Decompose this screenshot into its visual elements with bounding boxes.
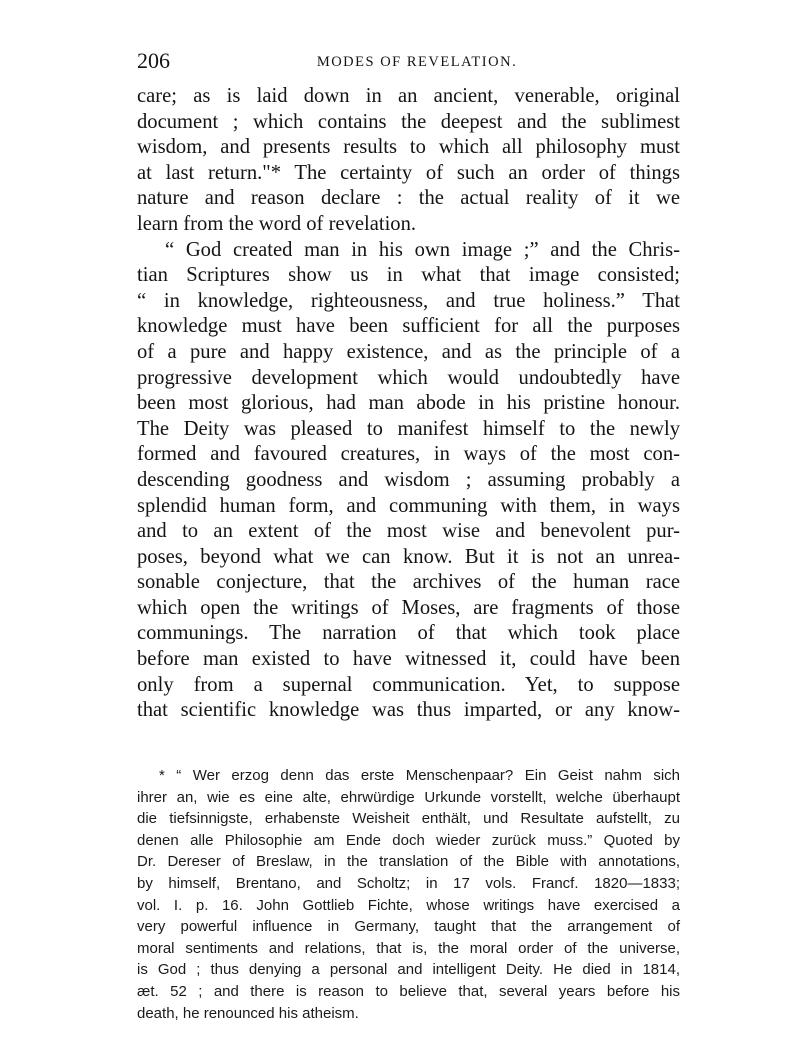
footnote-line: ihrer an, wie es eine alte, ehrwürdige Urkunde vorstellt, welche überhaupt [137, 788, 680, 806]
footnote-line: Dr. Dereser of Breslaw, in the translation of the Bible with annotations, [137, 853, 680, 871]
text-line: knowledge must have been sufficient for all the purposes [137, 315, 680, 338]
text-line: tian Scriptures show us in what that image consisted; [137, 264, 680, 287]
text-line: care; as is laid down in an ancient, venerable, original [137, 85, 680, 107]
text-line: “ God created man in his own image ;” and the Chris- [165, 238, 680, 261]
text-line: progressive development which would undoubtedly have [137, 366, 680, 389]
text-line: learn from the word of revelation. [137, 212, 417, 235]
text-line: nature and reason declare : the actual reality of it we [137, 187, 680, 210]
text-line: formed and favoured creatures, in ways of the most con- [137, 443, 680, 466]
text-line: only from a supernal communication. Yet, to suppose [137, 673, 680, 696]
text-line: before man existed to have witnessed it, could have been [137, 648, 680, 671]
text-line: sonable conjecture, that the archives of the human race [137, 571, 680, 594]
text-line: of a pure and happy existence, and as the principle of a [137, 340, 680, 363]
footnote-line: very powerful influence in Germany, taught that the arrangement of [137, 918, 680, 936]
footnote-line: vol. I. p. 16. John Gottlieb Fichte, whose writings have exercised a [137, 896, 680, 914]
page-number: 206 [137, 48, 170, 73]
text-line: document ; which contains the deepest and the sublimest [137, 110, 680, 133]
text-line: and to an extent of the most wise and benevolent pur- [137, 520, 680, 543]
text-line: descending goodness and wisdom ; assuming probably a [137, 468, 680, 491]
page-header [137, 47, 680, 77]
footnote-line: denen alle Philosophie am Ende doch wieder zurück muss.” Quoted by [137, 831, 680, 849]
footnote-line: by himself, Brentano, and Scholtz; in 17 vols. Francf. 1820—1833; [137, 874, 680, 892]
footnote-line: death, he renounced his atheism. [137, 1004, 359, 1022]
footnote-line: * “ Wer erzog denn das erste Menschenpaar? Ein Geist nahm sich [159, 767, 680, 784]
text-line: poses, beyond what we can know. But it is not an unrea- [137, 545, 680, 568]
main-text [137, 84, 680, 724]
text-line: at last return."* The certainty of such an order of things [137, 161, 680, 184]
footnote [137, 765, 680, 1024]
text-line: The Deity was pleased to manifest himself to the newly [137, 417, 680, 440]
text-line: communings. The narration of that which took place [137, 622, 680, 645]
footnote-line: æt. 52 ; and there is reason to believe that, several years before his [137, 982, 680, 1000]
text-line: splendid human form, and communing with them, in ways [137, 494, 680, 517]
text-line: which open the writings of Moses, are fragments of those [137, 596, 680, 619]
footnote-line: is God ; thus denying a personal and intelligent Deity. He died in 1814, [137, 961, 680, 979]
footnote-line: die tiefsinnigste, erhabenste Weisheit enthält, und Resultate aufstellt, zu [137, 810, 680, 828]
text-line: “ in knowledge, righteousness, and true holiness.” That [137, 289, 680, 312]
running-title: MODES OF REVELATION. [316, 54, 518, 70]
text-line: wisdom, and presents results to which all philosophy must [137, 136, 680, 159]
text-line: that scientific knowledge was thus imparted, or any know- [137, 699, 680, 722]
text-line: been most glorious, had man abode in his pristine honour. [137, 392, 680, 415]
footnote-line: moral sentiments and relations, that is, the moral order of the universe, [137, 939, 680, 957]
